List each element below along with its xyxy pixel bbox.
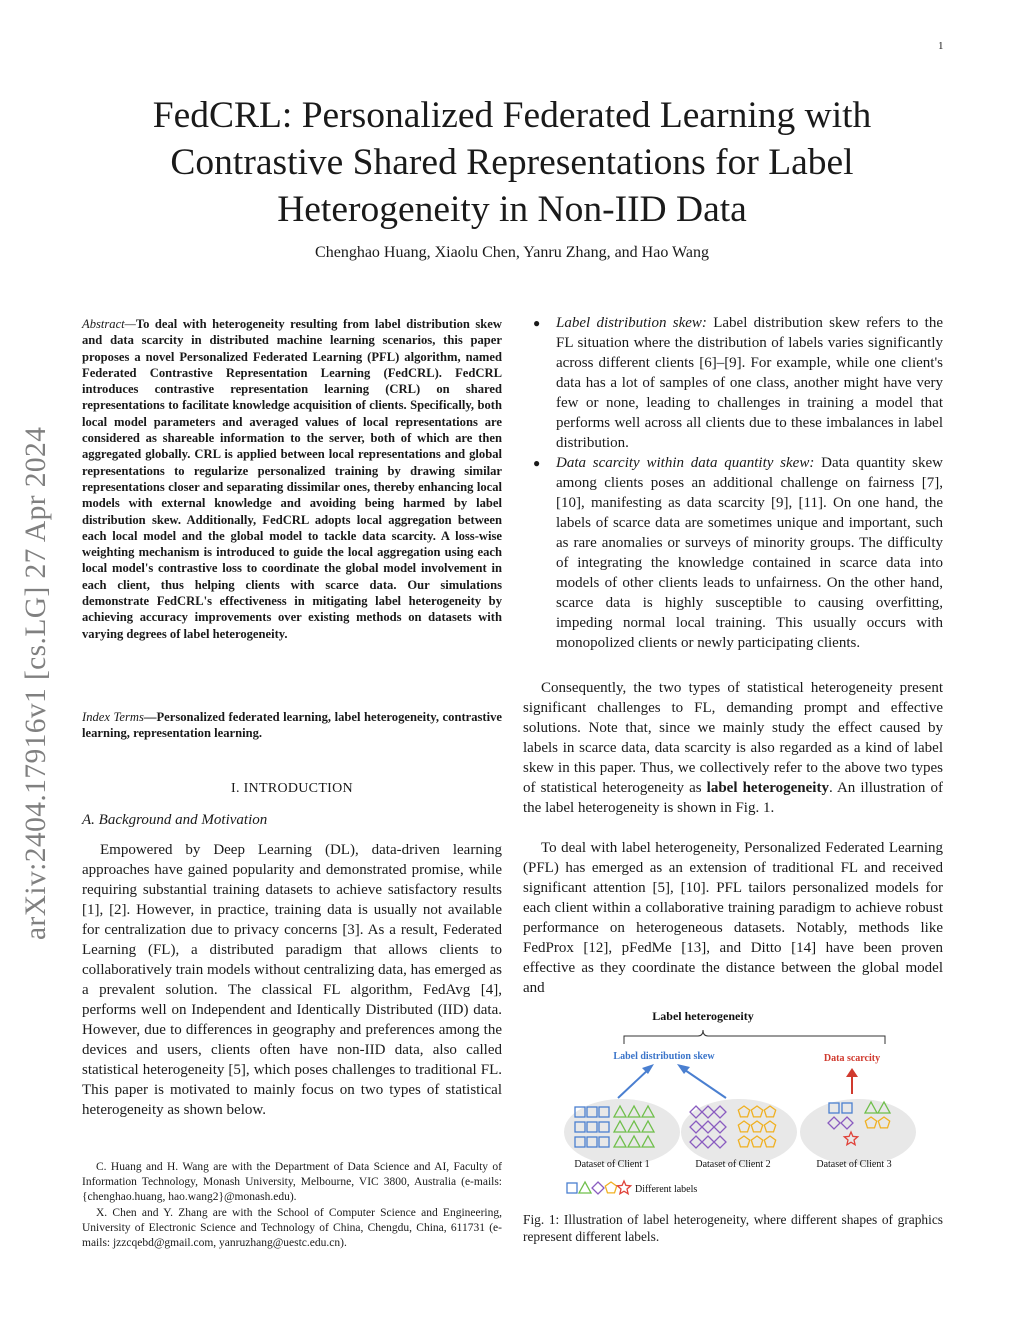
abstract-text: To deal with heterogeneity resulting from label distribution skew and data scarcity in distributed machine learning scenarios, this paper proposes a novel Personalized Federated Learning (PFL) algorithm, named Federated Contrastive Representation Learning (FedCRL). FedCRL introduces contrastive representation learning (CRL) on shared representations to facilitate knowledge acquisition of clients. Specifically, both local model parameters and averaged values of local representations are considered as shareable information to the server, both of which are then aggregated globally. CRL is applied between local representations and global representations to regularize personalized training by drawing similar representations closer and separating dissimilar ones, thereby enhancing local models with external knowledge and avoiding being harmed by label distribution skew. Additionally, FedCRL adopts local aggregation between each local model and the global model to tackle data scarcity. A loss-wise weighting mechanism is introduced to guide the local aggregation using each local model's contrastive loss to coordinate the global model involvement in each client, thus helping clients with scarce data. Our simulations demonstrate FedCRL's effectiveness in mitigating label heterogeneity by achieving accuracy improvements over existing methods on datasets with varying degrees of label heterogeneity.: [82, 317, 502, 641]
bullet-term: Label distribution skew:: [556, 315, 707, 331]
client-2-label: Dataset of Client 2: [695, 1159, 771, 1170]
client-3-label: Dataset of Client 3: [816, 1159, 892, 1170]
star-icon: [617, 1181, 630, 1194]
arrow-left-icon: [618, 1068, 650, 1098]
bullet-data-scarcity: [523, 453, 943, 653]
figure-caption: Fig. 1: Illustration of label heterogeneity, where different shapes of graphics represent different labels.: [523, 1212, 943, 1244]
abstract: [82, 316, 502, 642]
figure-svg: [540, 1002, 930, 1202]
pfl-paragraph: To deal with label heterogeneity, Personalized Federated Learning (PFL) has emerged as an extension of traditional FL and received significant attention [5], [10]. PFL tailors personalized models for each client within a collaborative training paradigm to achieve robust performance on heterogeneous datasets. Notably, methods like FedProx [12], pFedMe [13], and Ditto [14] have been proven effective as they coordinate the distance between the global model and: [523, 840, 943, 996]
label-skew-label: Label distribution skew: [613, 1051, 715, 1062]
index-terms-label: Index Terms: [82, 710, 144, 724]
bullet-dot: ●: [533, 316, 541, 330]
legend-shapes: [567, 1181, 631, 1194]
brace-icon: [624, 1030, 885, 1044]
triangle-icon: [579, 1182, 591, 1193]
consequently-paragraph: [523, 678, 943, 818]
client-1-label: Dataset of Client 1: [574, 1159, 650, 1170]
client-3-ellipse: [800, 1099, 916, 1165]
figure-label-heterogeneity: [540, 1002, 930, 1202]
section-heading: I. INTRODUCTION: [231, 781, 353, 796]
bullet-label-skew: [523, 313, 943, 453]
label-heterogeneity-term: label heterogeneity: [706, 780, 829, 796]
bullet-text: Label distribution skew refers to the FL situation where the distribution of labels varies significantly across different clients [6]–[9]. For example, while one client's data has a lot of samples of one class, another might have very few or none, leading to challenges in training a model that performs well across all clients due to these imbalances in label distribution.: [556, 315, 943, 451]
footnote-affiliation-1: C. Huang and H. Wang are with the Department of Data Science and AI, Faculty of Information Technology, Monash University, Melbourne, VIC 3800, Australia (e-mails: {chenghao.huang, hao.wang2}@monash.edu).: [82, 1161, 502, 1203]
page-number: 1: [938, 40, 944, 52]
arxiv-watermark: arXiv:2404.17916v1 [cs.LG] 27 Apr 2024: [20, 426, 52, 940]
square-icon: [567, 1183, 577, 1193]
consequently-text: Consequently, the two types of statistical heterogeneity present significant challenges to FL, demanding prompt and effective solutions. Note that, since we mainly study the effect caused by labels in scarce data, data scarcity is also regarded as a kind of label skew in this paper. Thus, we collectively refer to the above two types of statistical heterogeneity as: [523, 680, 943, 796]
author-list: Chenghao Huang, Xiaolu Chen, Yanru Zhang, and Hao Wang: [315, 244, 709, 261]
index-terms: [82, 709, 502, 742]
bullet-dot: ●: [533, 456, 541, 470]
arrow-up-head-icon: [846, 1068, 858, 1077]
abstract-label: Abstract—: [82, 317, 136, 331]
data-scarcity-label: Data scarcity: [823, 1053, 881, 1064]
figure-title: Label heterogeneity: [652, 1009, 754, 1023]
index-terms-text: —Personalized federated learning, label heterogeneity, contrastive learning, representation learning.: [82, 710, 503, 741]
bullet-term: Data scarcity within data quantity skew:: [556, 455, 815, 471]
paper-title: FedCRL: Personalized Federated Learning with Contrastive Shared Representations for Label Heterogeneity in Non-IID Data: [152, 95, 872, 230]
arrow-right-icon: [682, 1068, 726, 1098]
subsection-heading: A. Background and Motivation: [82, 812, 268, 828]
consequently-text-end: . An illustration of the label heterogeneity is shown in Fig. 1.: [523, 780, 943, 816]
diamond-icon: [592, 1182, 604, 1194]
footnote-affiliation-2: X. Chen and Y. Zhang are with the School of Computer Science and Engineering, University of Electronic Science and Technology of China, Chengdu, China, 611731 (e-mails: jzzcqebd@gmail.com, yanruzhang@uestc.edu.cn).: [82, 1207, 502, 1249]
bullet-text: Data quantity skew among clients poses an additional challenge on fairness [7], [10], manifesting as data scarcity [9], [11]. On one hand, the labels of scarce data are sometimes unique and important, such as rare anomalies or surveys of minority groups. The difficulty of integrating the knowledge contained in scarce data into models of other clients leads to unfairness. On the other hand, scarce data is highly susceptible to causing overfitting, impeding normal local training. This usually occurs with monopolized clients or newly participating clients.: [556, 455, 943, 651]
intro-paragraph: Empowered by Deep Learning (DL), data-driven learning approaches have gained popularity and demonstrated promise, while requiring substantial training datasets to achieve satisfactory results [1], [2]. However, in practice, training data is usually not available for centralization due to privacy concerns [3]. As a result, Federated Learning (FL), a distributed paradigm that allows clients to collaboratively train models without centralizing data, has emerged as a prevalent solution. The classical FL algorithm, FedAvg [4], performs well on Independent and Identically Distributed (IID) data. However, due to differences in geography and preferences among the devices and users, clients often have non-IID data, also called statistical heterogeneity [5], which poses challenges to traditional FL. This paper is motivated to mainly focus on two types of statistical heterogeneity as shown below.: [82, 842, 502, 1118]
pentagon-icon: [605, 1182, 616, 1193]
legend-label: Different labels: [635, 1184, 698, 1195]
